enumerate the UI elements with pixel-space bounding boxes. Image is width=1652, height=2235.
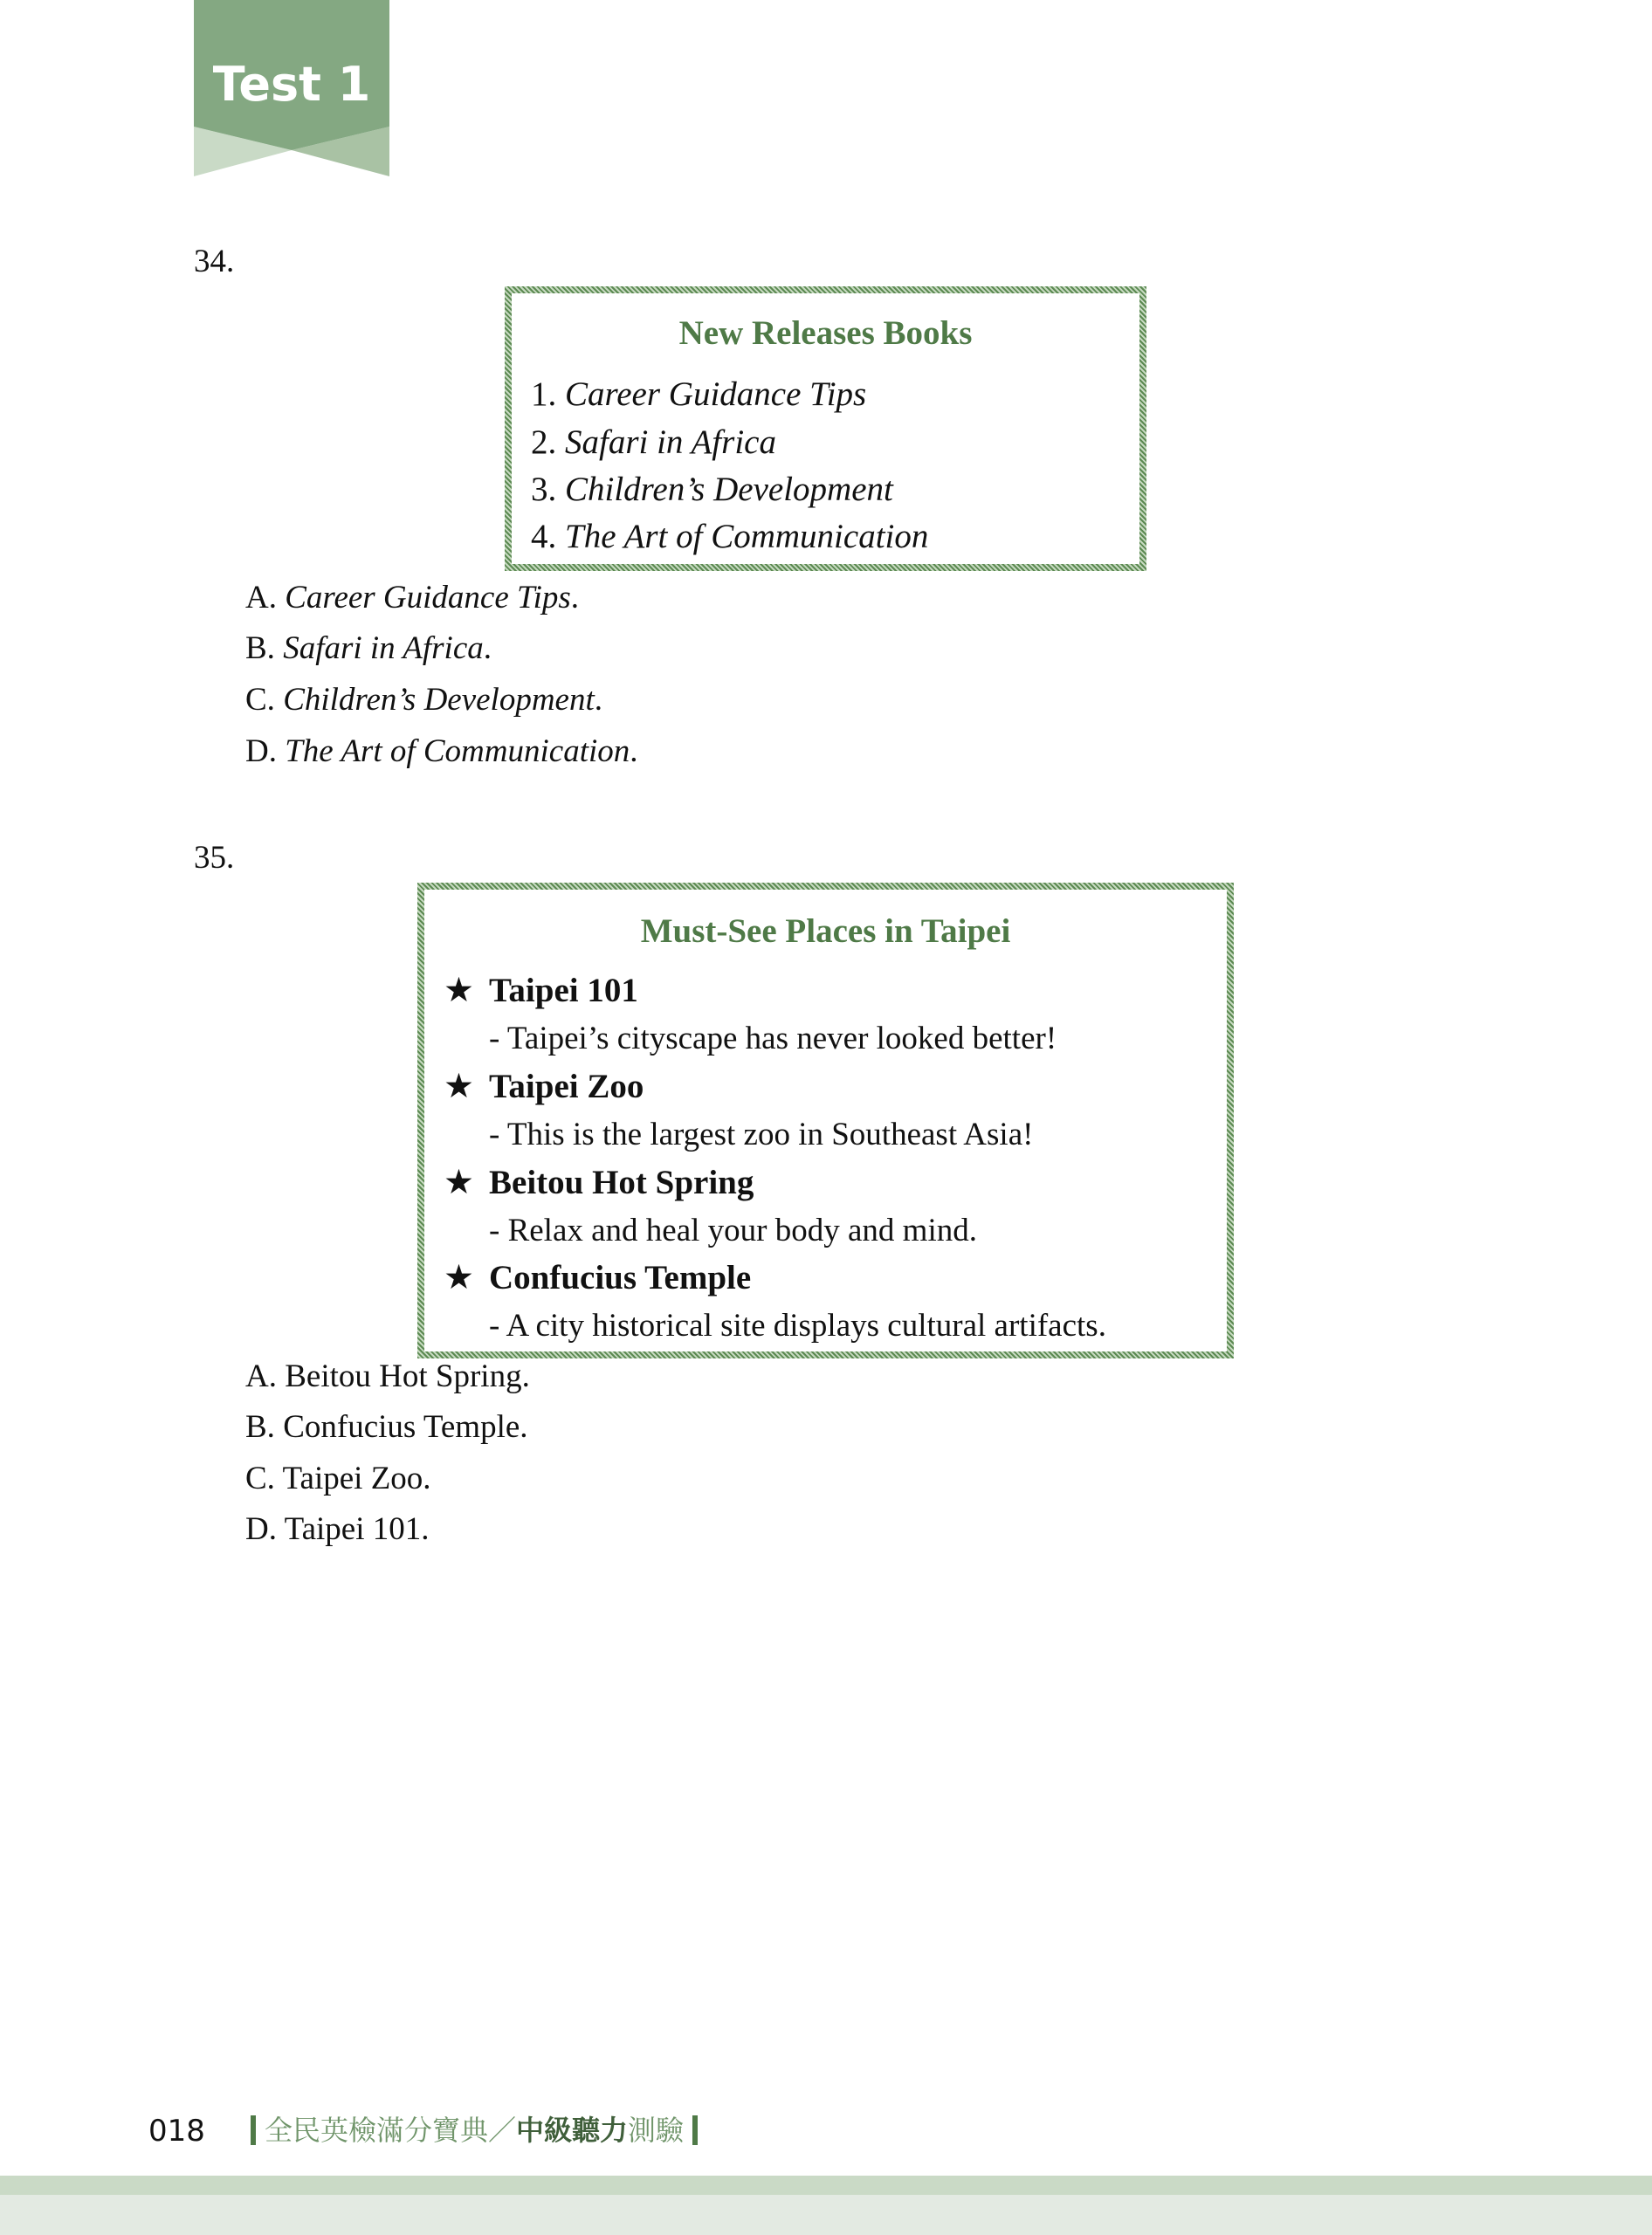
option-text: Taipei Zoo. bbox=[282, 1461, 431, 1496]
option-period: . bbox=[570, 580, 579, 615]
book-title bbox=[242, 2115, 706, 2145]
place-name bbox=[444, 973, 638, 1007]
option-text: Career Guidance Tips bbox=[285, 580, 571, 615]
option-period: . bbox=[594, 682, 603, 718]
box-title: Must-See Places in Taipei bbox=[640, 912, 1011, 950]
place-name bbox=[444, 1166, 754, 1200]
place-name-text: Taipei 101 bbox=[489, 972, 638, 1009]
star-icon: ★ bbox=[444, 972, 474, 1009]
question-number: 35. bbox=[194, 840, 235, 876]
page-number: 018 bbox=[148, 2114, 205, 2149]
divider-bar bbox=[251, 2115, 256, 2145]
star-icon: ★ bbox=[444, 1164, 474, 1201]
book-list-item bbox=[531, 377, 866, 411]
place-name-text: Beitou Hot Spring bbox=[489, 1164, 754, 1201]
must-see-places-box bbox=[417, 883, 1234, 1358]
star-icon: ★ bbox=[444, 1259, 474, 1296]
option-period: . bbox=[483, 630, 492, 666]
item-number: 2. bbox=[531, 423, 557, 461]
option-label: D. bbox=[245, 1511, 277, 1547]
item-title: Children’s Development bbox=[565, 471, 893, 508]
answer-option-d[interactable] bbox=[245, 735, 638, 767]
question-number: 34. bbox=[194, 244, 235, 279]
book-list-item bbox=[531, 519, 928, 554]
place-description: - Relax and heal your body and mind. bbox=[489, 1213, 977, 1248]
item-title: Safari in Africa bbox=[565, 423, 776, 461]
option-text: Taipei 101. bbox=[284, 1511, 430, 1547]
book-title-part-3: 測驗 bbox=[628, 2114, 685, 2147]
option-text: Safari in Africa bbox=[283, 630, 484, 666]
option-period: . bbox=[630, 733, 638, 769]
test-banner bbox=[194, 0, 389, 176]
book-title-part-2: 中級聽力 bbox=[516, 2114, 629, 2147]
item-number: 4. bbox=[531, 518, 557, 555]
answer-option-a[interactable] bbox=[245, 581, 579, 614]
option-text: Confucius Temple. bbox=[283, 1409, 528, 1445]
item-number: 1. bbox=[531, 375, 557, 413]
answer-option-d[interactable] bbox=[245, 1513, 430, 1545]
book-title-part-1: 全民英檢滿分寶典／ bbox=[265, 2114, 517, 2147]
book-list-item bbox=[531, 425, 776, 459]
option-label: A. bbox=[245, 580, 277, 615]
place-description: - A city historical site displays cultural artifacts. bbox=[489, 1308, 1106, 1344]
option-label: C. bbox=[245, 682, 275, 718]
footer-stripe bbox=[0, 2176, 1652, 2195]
place-description: - This is the largest zoo in Southeast Asia! bbox=[489, 1117, 1034, 1152]
divider-bar bbox=[692, 2115, 698, 2145]
box-title: New Releases Books bbox=[678, 314, 973, 352]
answer-option-b[interactable] bbox=[245, 1411, 528, 1443]
place-name bbox=[444, 1069, 644, 1104]
star-icon: ★ bbox=[444, 1068, 474, 1105]
item-title: Career Guidance Tips bbox=[565, 375, 867, 413]
option-label: B. bbox=[245, 630, 275, 666]
place-name bbox=[444, 1261, 751, 1295]
answer-option-c[interactable] bbox=[245, 684, 602, 716]
footer-band bbox=[0, 2195, 1652, 2235]
answer-option-b[interactable] bbox=[245, 632, 492, 664]
place-name-text: Taipei Zoo bbox=[489, 1068, 644, 1105]
place-name-text: Confucius Temple bbox=[489, 1259, 752, 1296]
new-releases-box bbox=[505, 286, 1146, 571]
answer-option-c[interactable] bbox=[245, 1462, 431, 1495]
option-text: The Art of Communication bbox=[285, 733, 630, 769]
place-description: - Taipei’s cityscape has never looked better! bbox=[489, 1021, 1057, 1056]
item-number: 3. bbox=[531, 471, 557, 508]
option-label: D. bbox=[245, 733, 277, 769]
banner-label: Test 1 bbox=[212, 57, 371, 112]
option-text: Children’s Development bbox=[283, 682, 595, 718]
option-label: B. bbox=[245, 1409, 275, 1445]
option-label: C. bbox=[245, 1461, 275, 1496]
book-list-item bbox=[531, 472, 893, 506]
option-text: Beitou Hot Spring. bbox=[285, 1358, 530, 1394]
option-label: A. bbox=[245, 1358, 277, 1394]
item-title: The Art of Communication bbox=[565, 518, 929, 555]
answer-option-a[interactable] bbox=[245, 1360, 530, 1393]
